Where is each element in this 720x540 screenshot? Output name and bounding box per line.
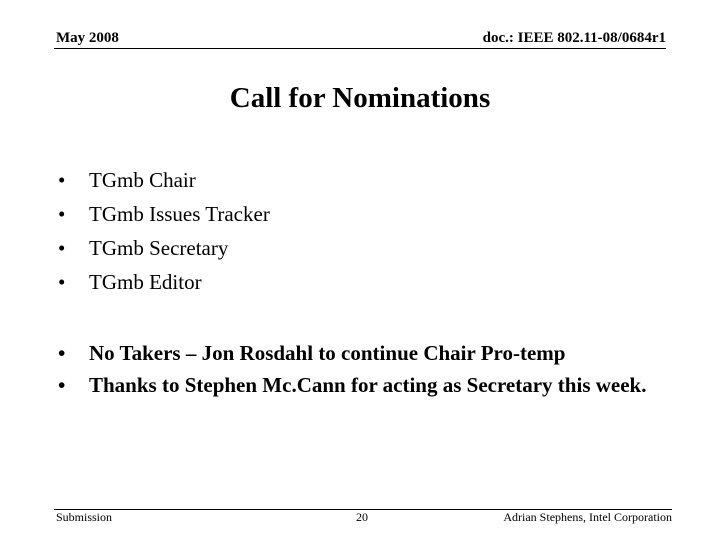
role-text: TGmb Issues Tracker [89, 202, 270, 226]
header-date: May 2008 [56, 30, 119, 46]
footer-page-number: 20 [356, 510, 368, 524]
header-divider [54, 48, 666, 49]
role-text: TGmb Editor [89, 270, 202, 294]
bullet-icon: • [58, 373, 66, 397]
notes-list [58, 337, 678, 401]
bullet-icon: • [58, 341, 66, 365]
note-text: Thanks to Stephen Mc.Cann for acting as Secretary this week. [89, 373, 647, 397]
list-item [58, 265, 270, 299]
list-item [58, 369, 678, 401]
list-item [58, 337, 678, 369]
note-text: No Takers – Jon Rosdahl to continue Chair Pro-temp [89, 341, 566, 365]
header-doc-id: doc.: IEEE 802.11-08/0684r1 [482, 30, 666, 46]
role-text: TGmb Chair [89, 168, 196, 192]
role-text: TGmb Secretary [89, 236, 229, 260]
roles-list [58, 163, 270, 299]
list-item [58, 197, 270, 231]
bullet-icon: • [58, 236, 66, 260]
bullet-icon: • [58, 202, 66, 226]
bullet-icon: • [58, 270, 66, 294]
list-item [58, 231, 270, 265]
slide-title: Call for Nominations [229, 82, 491, 114]
bullet-icon: • [58, 168, 66, 192]
list-item [58, 163, 270, 197]
footer-author: Adrian Stephens, Intel Corporation [503, 510, 672, 524]
footer-submission: Submission [56, 510, 113, 524]
